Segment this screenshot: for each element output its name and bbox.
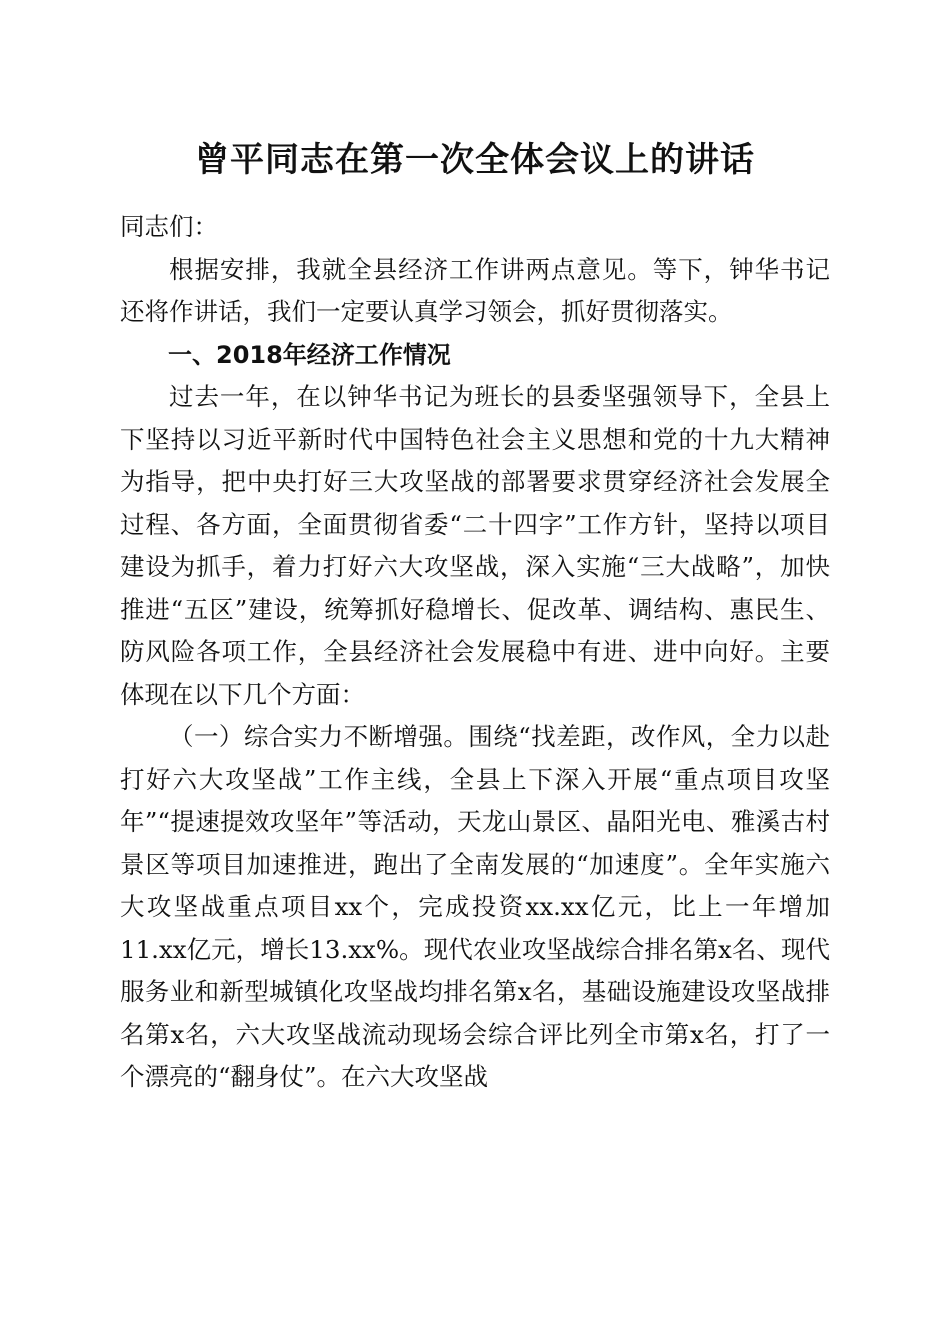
body-paragraph-1: 过去一年，在以钟华书记为班长的县委坚强领导下，全县上下坚持以习近平新时代中国特色社会主义思想和党的十九大精神为指导，把中央打好三大攻坚战的部署要求贯穿经济社会发展全过程、各方面，全面贯彻省委“二十四字”工作方针，坚持以项目建设为抓手，着力打好六大攻坚战，深入实施“三大战略”，加快推进“五区”建设，统筹抓好稳增长、促改革、调结构、惠民生、防风险各项工作，全县经济社会发展稳中有进、进中向好。主要体现在以下几个方面：	[120, 382, 830, 709]
document-body	[120, 206, 830, 1099]
section-heading: 一、2018年经济工作情况	[168, 340, 451, 369]
salutation: 同志们：	[120, 212, 218, 241]
intro-paragraph: 根据安排，我就全县经济工作讲两点意见。等下，钟华书记还将作讲话，我们一定要认真学习领会，抓好贯彻落实。	[120, 254, 830, 326]
page-title: 曾平同志在第一次全体会议上的讲话	[195, 140, 755, 180]
body-paragraph-2: （一）综合实力不断增强。围绕“找差距，改作风，全力以赴打好六大攻坚战”工作主线，全县上下深入开展“重点项目攻坚年”“提速提效攻坚年”等活动，天龙山景区、晶阳光电、雅溪古村景区等项目加速推进，跑出了全南发展的“加速度”。全年实施六大攻坚战重点项目xx个，完成投资xx.xx亿元，比上一年增加11.xx亿元，增长13.xx%。现代农业攻坚战综合排名第x名、现代服务业和新型城镇化攻坚战均排名第x名，基础设施建设攻坚战排名第x名，六大攻坚战流动现场会综合评比列全市第x名，打了一个漂亮的“翻身仗”。在六大攻坚战	[120, 722, 830, 1091]
